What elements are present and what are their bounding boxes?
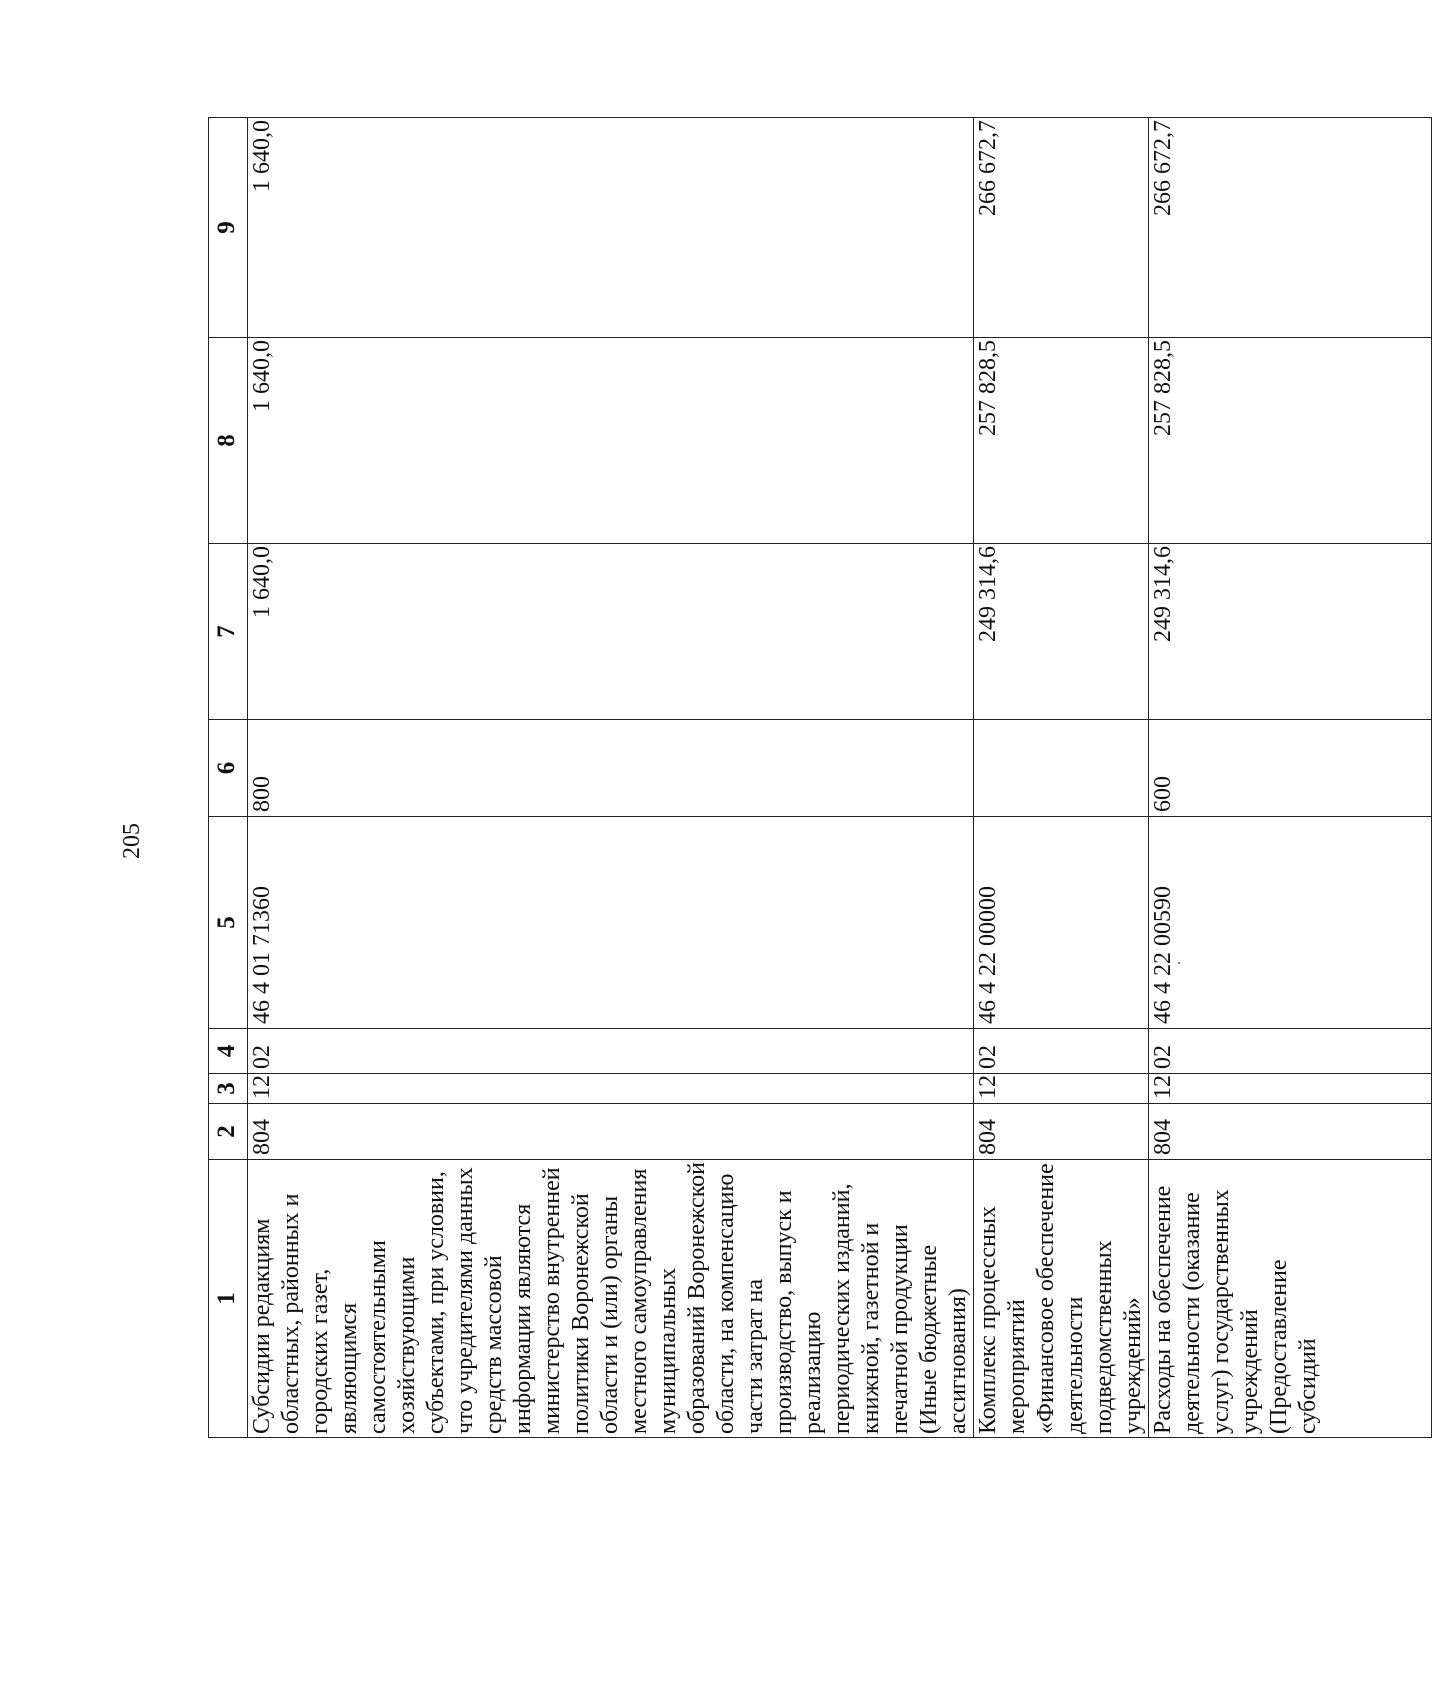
header-col-5: 5	[209, 817, 248, 1029]
header-col-8: 8	[209, 338, 248, 544]
page-number: 205	[119, 823, 145, 859]
cell-col-6: 800	[248, 720, 974, 817]
cell-col-9: 266 672,7	[1149, 118, 1432, 338]
table-row	[974, 118, 1149, 1438]
header-col-6: 6	[209, 720, 248, 817]
cell-col-8: 257 828,5	[1149, 338, 1432, 544]
cell-col-7: 249 314,6	[974, 544, 1149, 720]
row-description: Комплекс процессных мероприятий «Финансовое обеспечение деятельности подведомственных учреждений»	[974, 1160, 1149, 1438]
header-col-9: 9	[209, 118, 248, 338]
cell-col-5: 46 4 01 71360	[248, 817, 974, 1029]
cell-col-4: 02	[248, 1029, 974, 1074]
table-row	[248, 118, 974, 1438]
cell-col-7: 1 640,0	[248, 544, 974, 720]
row-description: Субсидии редакциям областных, районных и городских газет, являющимся самостоятельными хозяйствующими субъектами, при условии, что учредителями данных средств массовой информации являются министерство внутренней политики Воронежской области и (или) органы местного самоуправления муниципальных образований Воронежской области, на компенсацию части затрат на производство, выпуск и реализацию периодических изданий, книжной, газетной и печатной продукции (Иные бюджетные ассигнования)	[248, 1160, 974, 1438]
cell-col-4: 02	[974, 1029, 1149, 1074]
budget-table-rotated	[208, 118, 1321, 1438]
row-description: Расходы на обеспечение деятельности (оказание услуг) государственных учреждений (Предоставление субсидий	[1149, 1160, 1432, 1438]
cell-col-3: 12	[1149, 1074, 1432, 1104]
cell-col-2: 804	[974, 1104, 1149, 1160]
table-header-row	[209, 118, 248, 1438]
header-col-7: 7	[209, 544, 248, 720]
table-row	[1149, 118, 1432, 1438]
header-col-4: 4	[209, 1029, 248, 1074]
cell-col-7: 249 314,6	[1149, 544, 1432, 720]
header-col-1: 1	[209, 1160, 248, 1438]
cell-col-8: 257 828,5	[974, 338, 1149, 544]
cell-col-8: 1 640,0	[248, 338, 974, 544]
cell-col-3: 12	[248, 1074, 974, 1104]
cell-col-2: 804	[248, 1104, 974, 1160]
cell-col-6	[974, 720, 1149, 817]
budget-table	[208, 117, 1432, 1438]
header-col-2: 2	[209, 1104, 248, 1160]
cell-col-4: 02	[1149, 1029, 1432, 1074]
cell-col-3: 12	[974, 1074, 1149, 1104]
cell-col-6: 600	[1149, 720, 1432, 817]
cell-col-5: 46 4 22 00590	[1149, 817, 1432, 1029]
cell-col-2: 804	[1149, 1104, 1432, 1160]
cell-col-9: 1 640,0	[248, 118, 974, 338]
header-col-3: 3	[209, 1074, 248, 1104]
cell-col-5: 46 4 22 00000	[974, 817, 1149, 1029]
cell-col-9: 266 672,7	[974, 118, 1149, 338]
